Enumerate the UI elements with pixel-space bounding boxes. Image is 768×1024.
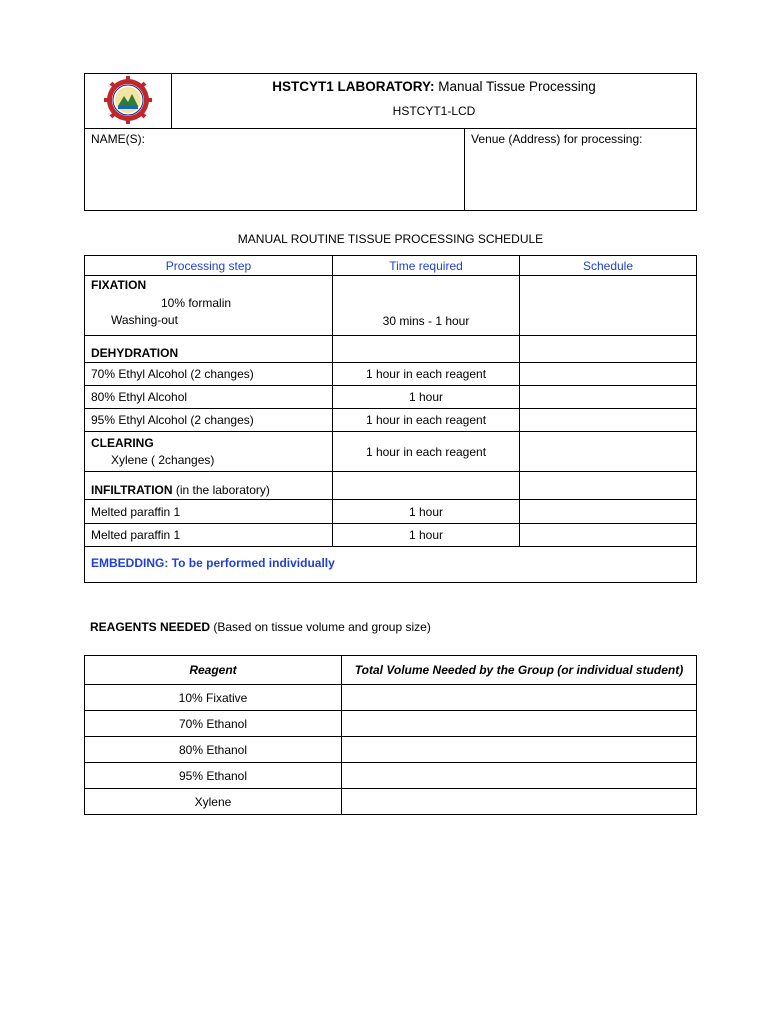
header-schedule: Schedule (520, 256, 697, 276)
clearing-row (85, 432, 697, 472)
course-code: HSTCYT1-LCD (392, 104, 476, 118)
fixation-heading: FIXATION (91, 278, 147, 292)
page-title: HSTCYT1 LABORATORY: Manual Tissue Processing (272, 79, 596, 94)
table-row (85, 789, 697, 815)
embedding-row (85, 547, 697, 583)
volume-cell[interactable] (342, 789, 697, 815)
infiltration-heading-row (85, 472, 697, 500)
table-row (85, 409, 697, 432)
schedule-table (84, 255, 697, 583)
header-processing-step: Processing step (85, 256, 333, 276)
schedule-cell[interactable] (520, 276, 697, 336)
reagent-name: Xylene (85, 789, 342, 815)
table-row (85, 386, 697, 409)
venue-field[interactable] (465, 129, 697, 211)
table-row (85, 737, 697, 763)
names-label: NAME(S): (91, 132, 145, 146)
schedule-cell[interactable] (520, 409, 697, 432)
schedule-header-row (85, 256, 697, 276)
names-field[interactable] (85, 129, 465, 211)
time-label: 1 hour (333, 524, 520, 547)
time-label: 1 hour in each reagent (333, 363, 520, 386)
dehydration-heading: DEHYDRATION (91, 346, 179, 360)
table-row (85, 524, 697, 547)
reagents-title: REAGENTS NEEDED (Based on tissue volume and group size) (90, 620, 431, 634)
step-label: 80% Ethyl Alcohol (85, 386, 333, 409)
fixation-time: 30 mins - 1 hour (333, 276, 520, 336)
table-row (85, 763, 697, 789)
volume-cell[interactable] (342, 711, 697, 737)
reagents-table (84, 655, 697, 815)
infiltration-note: (in the laboratory) (172, 483, 270, 497)
step-label: Melted paraffin 1 (85, 524, 333, 547)
fixation-item: 10% formalin (161, 295, 232, 310)
header-total-volume: Total Volume Needed by the Group (or individual student) (342, 656, 697, 685)
reagent-name: 70% Ethanol (85, 711, 342, 737)
table-row (85, 500, 697, 524)
reagent-name: 10% Fixative (85, 685, 342, 711)
clearing-heading: CLEARING (91, 435, 154, 450)
step-label: 95% Ethyl Alcohol (2 changes) (85, 409, 333, 432)
schedule-cell[interactable] (520, 500, 697, 524)
step-label: 70% Ethyl Alcohol (2 changes) (85, 363, 333, 386)
title-cell (172, 74, 697, 129)
volume-cell[interactable] (342, 737, 697, 763)
step-label: Melted paraffin 1 (85, 500, 333, 524)
schedule-cell[interactable] (520, 363, 697, 386)
schedule-cell[interactable] (520, 524, 697, 547)
schedule-title: MANUAL ROUTINE TISSUE PROCESSING SCHEDULE (237, 232, 544, 246)
schedule-cell[interactable] (520, 432, 697, 472)
clearing-time: 1 hour in each reagent (333, 432, 520, 472)
embedding-note: EMBEDDING: To be performed individually (85, 547, 697, 583)
header-table (84, 73, 697, 211)
clearing-item: Xylene ( 2changes) (111, 452, 215, 467)
logo-cell (85, 74, 172, 129)
table-row (85, 363, 697, 386)
table-row (85, 685, 697, 711)
table-row (85, 711, 697, 737)
infiltration-heading: INFILTRATION (91, 483, 173, 497)
schedule-cell[interactable] (520, 336, 697, 363)
fixation-item: Washing-out (111, 313, 178, 327)
time-label: 1 hour (333, 386, 520, 409)
reagent-name: 80% Ethanol (85, 737, 342, 763)
volume-cell[interactable] (342, 685, 697, 711)
header-reagent: Reagent (85, 656, 342, 685)
volume-cell[interactable] (342, 763, 697, 789)
dehydration-heading-row (85, 336, 697, 363)
header-time-required: Time required (333, 256, 520, 276)
fixation-row (85, 276, 697, 336)
venue-label: Venue (Address) for processing: (471, 132, 643, 146)
schedule-cell[interactable] (520, 472, 697, 500)
time-label: 1 hour (333, 500, 520, 524)
schedule-cell[interactable] (520, 386, 697, 409)
university-seal-icon (104, 76, 152, 124)
time-label: 1 hour in each reagent (333, 409, 520, 432)
reagents-header-row (85, 656, 697, 685)
reagent-name: 95% Ethanol (85, 763, 342, 789)
